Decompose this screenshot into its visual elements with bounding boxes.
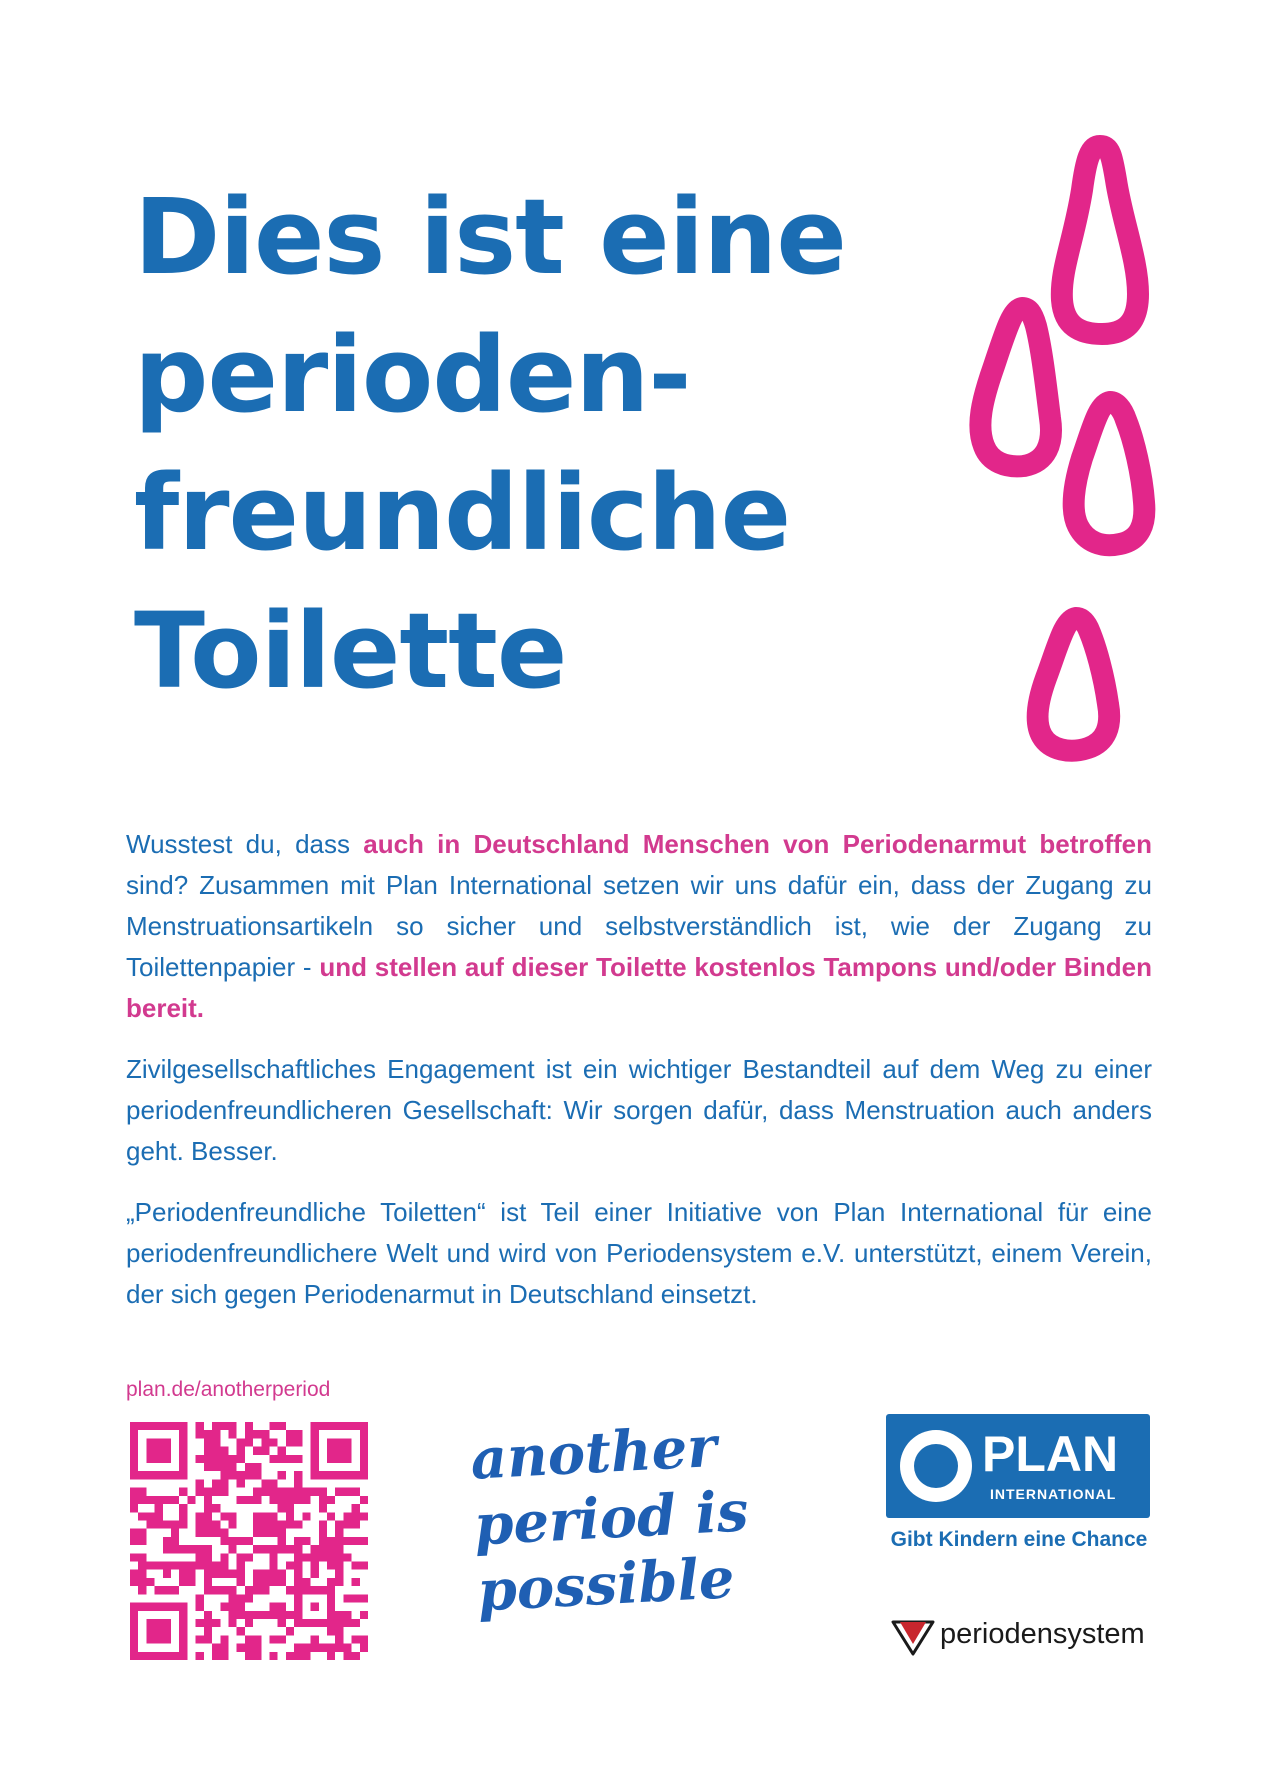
blood-drop-icon xyxy=(1062,146,1138,334)
plan-logo-subtitle: INTERNATIONAL xyxy=(990,1486,1117,1502)
campaign-tagline xyxy=(469,1410,809,1625)
periodensystem-logo xyxy=(890,1612,1160,1662)
campaign-url[interactable]: plan.de/anotherperiod xyxy=(126,1378,331,1401)
text-segment: Wusstest du, dass xyxy=(126,829,364,859)
paragraph-initiative: „Periodenfreundliche Toiletten“ ist Teil einer Initiative von Plan International für eine periodenfreundlichere Welt und wird von Periodensystem e.V. unterstützt, einem Verein, der sich gegen Periodenarmut in Deutschland einsetzt. xyxy=(126,1197,1152,1309)
title-line: Dies ist eine xyxy=(134,176,846,298)
plan-slogan: Gibt Kindern eine Chance xyxy=(890,1528,1148,1551)
plan-logo-word: PLAN xyxy=(982,1426,1119,1482)
blood-drops-illustration xyxy=(950,130,1170,770)
qr-code-icon[interactable] xyxy=(130,1422,368,1660)
tagline-line: period is xyxy=(472,1478,750,1559)
blood-drop-icon xyxy=(1074,402,1145,545)
blood-drop-icon xyxy=(980,308,1051,466)
highlight-text: auch in Deutschland Menschen von Periodenarmut betroffen xyxy=(363,829,1153,859)
title-line: perioden- xyxy=(134,314,691,436)
paragraph-intro xyxy=(126,824,1152,1029)
page-title xyxy=(134,168,954,720)
tagline-line: another xyxy=(469,1413,719,1493)
paragraph-engagement: Zivilgesellschaftliches Engagement ist ein wichtiger Bestandteil auf dem Weg zu einer periodenfreundlicheren Gesellschaft: Wir sorgen dafür, dass Menstruation auch anders geht. Besser. xyxy=(126,1054,1152,1166)
plan-international-logo xyxy=(886,1414,1150,1518)
text-segment: sind? Zusammen mit Plan International setzen wir uns dafür ein, dass der Zugang zu Menstruationsartikeln so sicher und selbstverständlich ist, wie der Zugang zu Toilettenpapier - xyxy=(126,870,1152,982)
periodensystem-wordmark: periodensystem xyxy=(940,1618,1145,1650)
body-text xyxy=(126,824,1152,1335)
title-line: Toilette xyxy=(134,590,567,712)
plan-emblem-icon xyxy=(900,1430,972,1502)
tagline-line: possible xyxy=(475,1545,736,1625)
plan-emblem-figure xyxy=(914,1444,958,1488)
highlight-text: und stellen auf dieser Toilette kostenlos Tampons und/oder Binden bereit. xyxy=(126,952,1152,1023)
title-line: freundliche xyxy=(134,452,791,574)
periodensystem-triangle-icon xyxy=(890,1614,936,1658)
blood-drop-icon xyxy=(1038,618,1110,751)
